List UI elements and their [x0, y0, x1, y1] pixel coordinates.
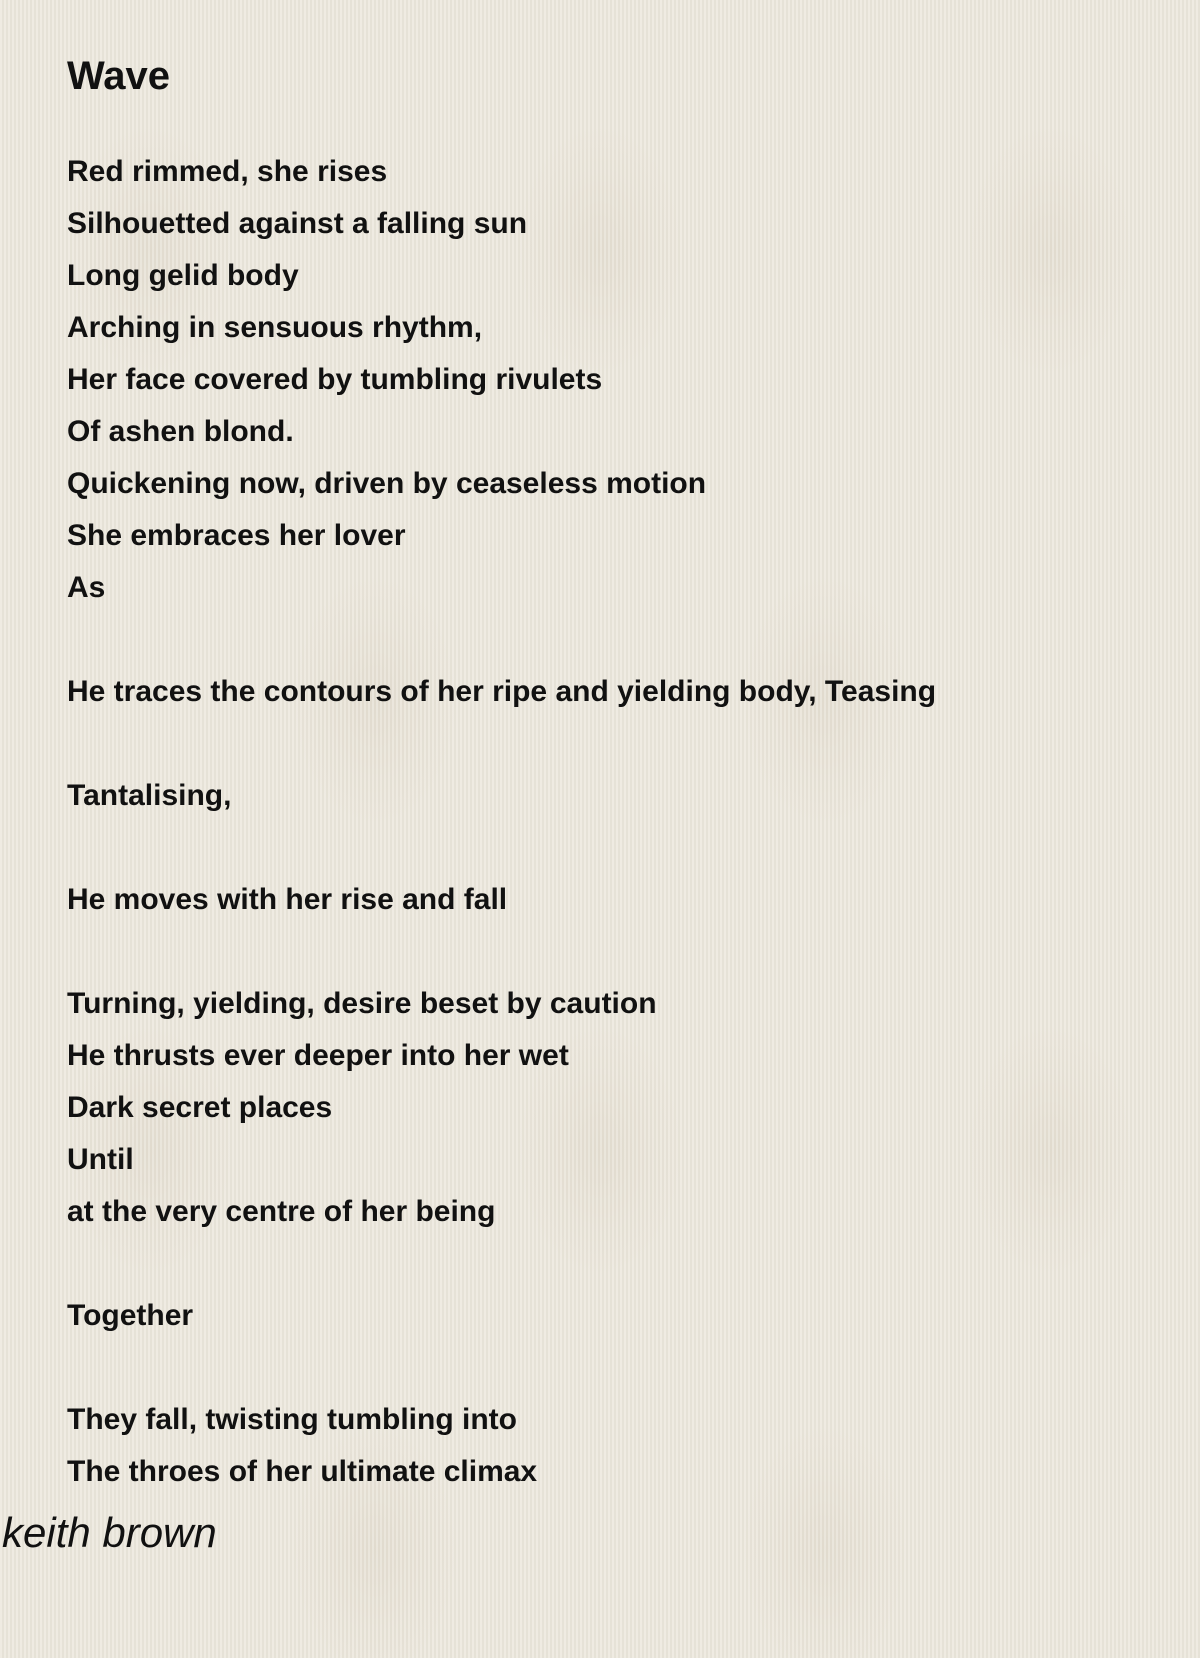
poem-line: at the very centre of her being	[67, 1195, 496, 1228]
poem-line: Of ashen blond.	[67, 415, 294, 448]
poem-line: He thrusts ever deeper into her wet	[67, 1039, 569, 1072]
poem-line: Tantalising,	[67, 779, 232, 812]
poem-title: Wave	[67, 54, 171, 98]
poem-blank-line	[67, 1238, 936, 1290]
poem-line: She embraces her lover	[67, 519, 406, 552]
poem-blank-line	[67, 822, 936, 874]
poem-line: Her face covered by tumbling rivulets	[67, 363, 603, 396]
poem-line: Silhouetted against a falling sun	[67, 207, 528, 240]
poem-line: He moves with her rise and fall	[67, 883, 508, 916]
poem-line: Until	[67, 1143, 134, 1176]
poem-page	[67, 50, 1147, 1488]
poem-author: keith brown	[2, 1509, 217, 1556]
poem-line: Long gelid body	[67, 259, 299, 292]
poem-line: As	[67, 571, 106, 604]
poem-blank-line	[67, 718, 936, 770]
poem-line: He traces the contours of her ripe and yielding body, Teasing	[67, 675, 937, 708]
poem-blank-line	[67, 1342, 936, 1394]
poem-blank-line	[67, 926, 936, 978]
poem-body	[67, 146, 936, 1498]
poem-line: Turning, yielding, desire beset by caution	[67, 987, 657, 1020]
poem-line: Quickening now, driven by ceaseless motion	[67, 467, 707, 500]
poem-line: The throes of her ultimate climax	[67, 1455, 538, 1488]
poem-line: Together	[67, 1299, 194, 1332]
poem-line: Arching in sensuous rhythm,	[67, 311, 483, 344]
poem-line: They fall, twisting tumbling into	[67, 1403, 517, 1436]
poem-line: Red rimmed, she rises	[67, 155, 388, 188]
poem-line: Dark secret places	[67, 1091, 333, 1124]
poem-blank-line	[67, 614, 936, 666]
